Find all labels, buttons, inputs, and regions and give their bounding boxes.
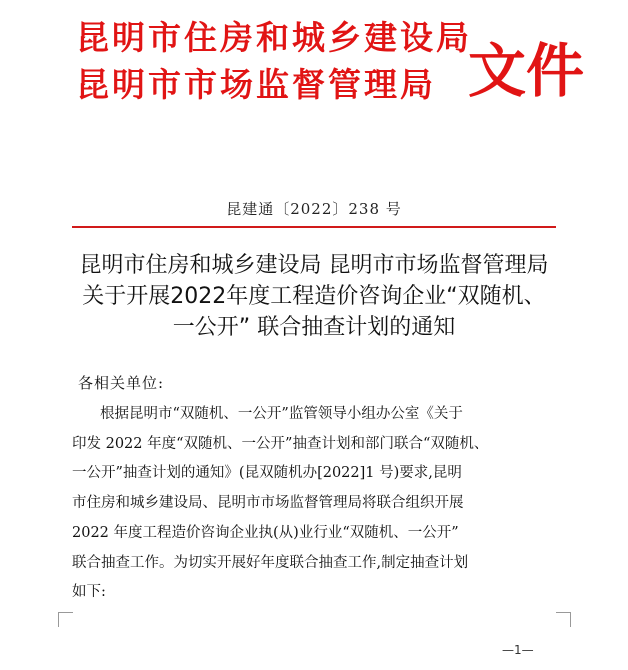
body-line: 根据昆明市“双随机、一公开”监管领导小组办公室《关于 bbox=[100, 406, 463, 422]
body-line: 市住房和城乡建设局、昆明市市场监督管理局将联合组织开展 bbox=[72, 495, 464, 512]
body-line: 一公开”抽查计划的通知》(昆双随机办[2022]1 号)要求,昆明 bbox=[72, 465, 462, 482]
title-line: 昆明市住房和城乡建设局 昆明市市场监督管理局 bbox=[79, 253, 549, 278]
document-type-label: 文件 bbox=[468, 37, 585, 105]
red-header bbox=[76, 14, 596, 130]
issuer-block bbox=[76, 14, 472, 108]
title-line: 关于开展2022年度工程造价咨询企业“双随机、 bbox=[82, 284, 546, 309]
salutation: 各相关单位: bbox=[78, 374, 165, 392]
red-divider-line bbox=[72, 226, 556, 228]
body-line: 联合抽查工作。为切实开展好年度联合抽查工作,制定抽查计划 bbox=[72, 554, 469, 571]
crop-mark-left bbox=[58, 612, 73, 627]
page-number: —1— bbox=[502, 643, 534, 657]
issuer-housing-bureau: 昆明市住房和城乡建设局 bbox=[76, 18, 472, 57]
body-paragraph bbox=[72, 400, 554, 608]
body-line: 印发 2022 年度“双随机、一公开”抽查计划和部门联合“双随机、 bbox=[72, 435, 489, 452]
body-line: 2022 年度工程造价咨询企业执(从)业行业“双随机、一公开” bbox=[72, 524, 459, 541]
document-number: 昆建通〔2022〕238 号 bbox=[226, 200, 402, 218]
issuer-market-bureau: 昆明市市场监督管理局 bbox=[76, 65, 436, 104]
body-line: 如下: bbox=[72, 584, 106, 601]
crop-mark-right bbox=[556, 612, 571, 627]
document-title bbox=[0, 250, 628, 343]
title-line: 一公开” 联合抽查计划的通知 bbox=[172, 315, 456, 340]
